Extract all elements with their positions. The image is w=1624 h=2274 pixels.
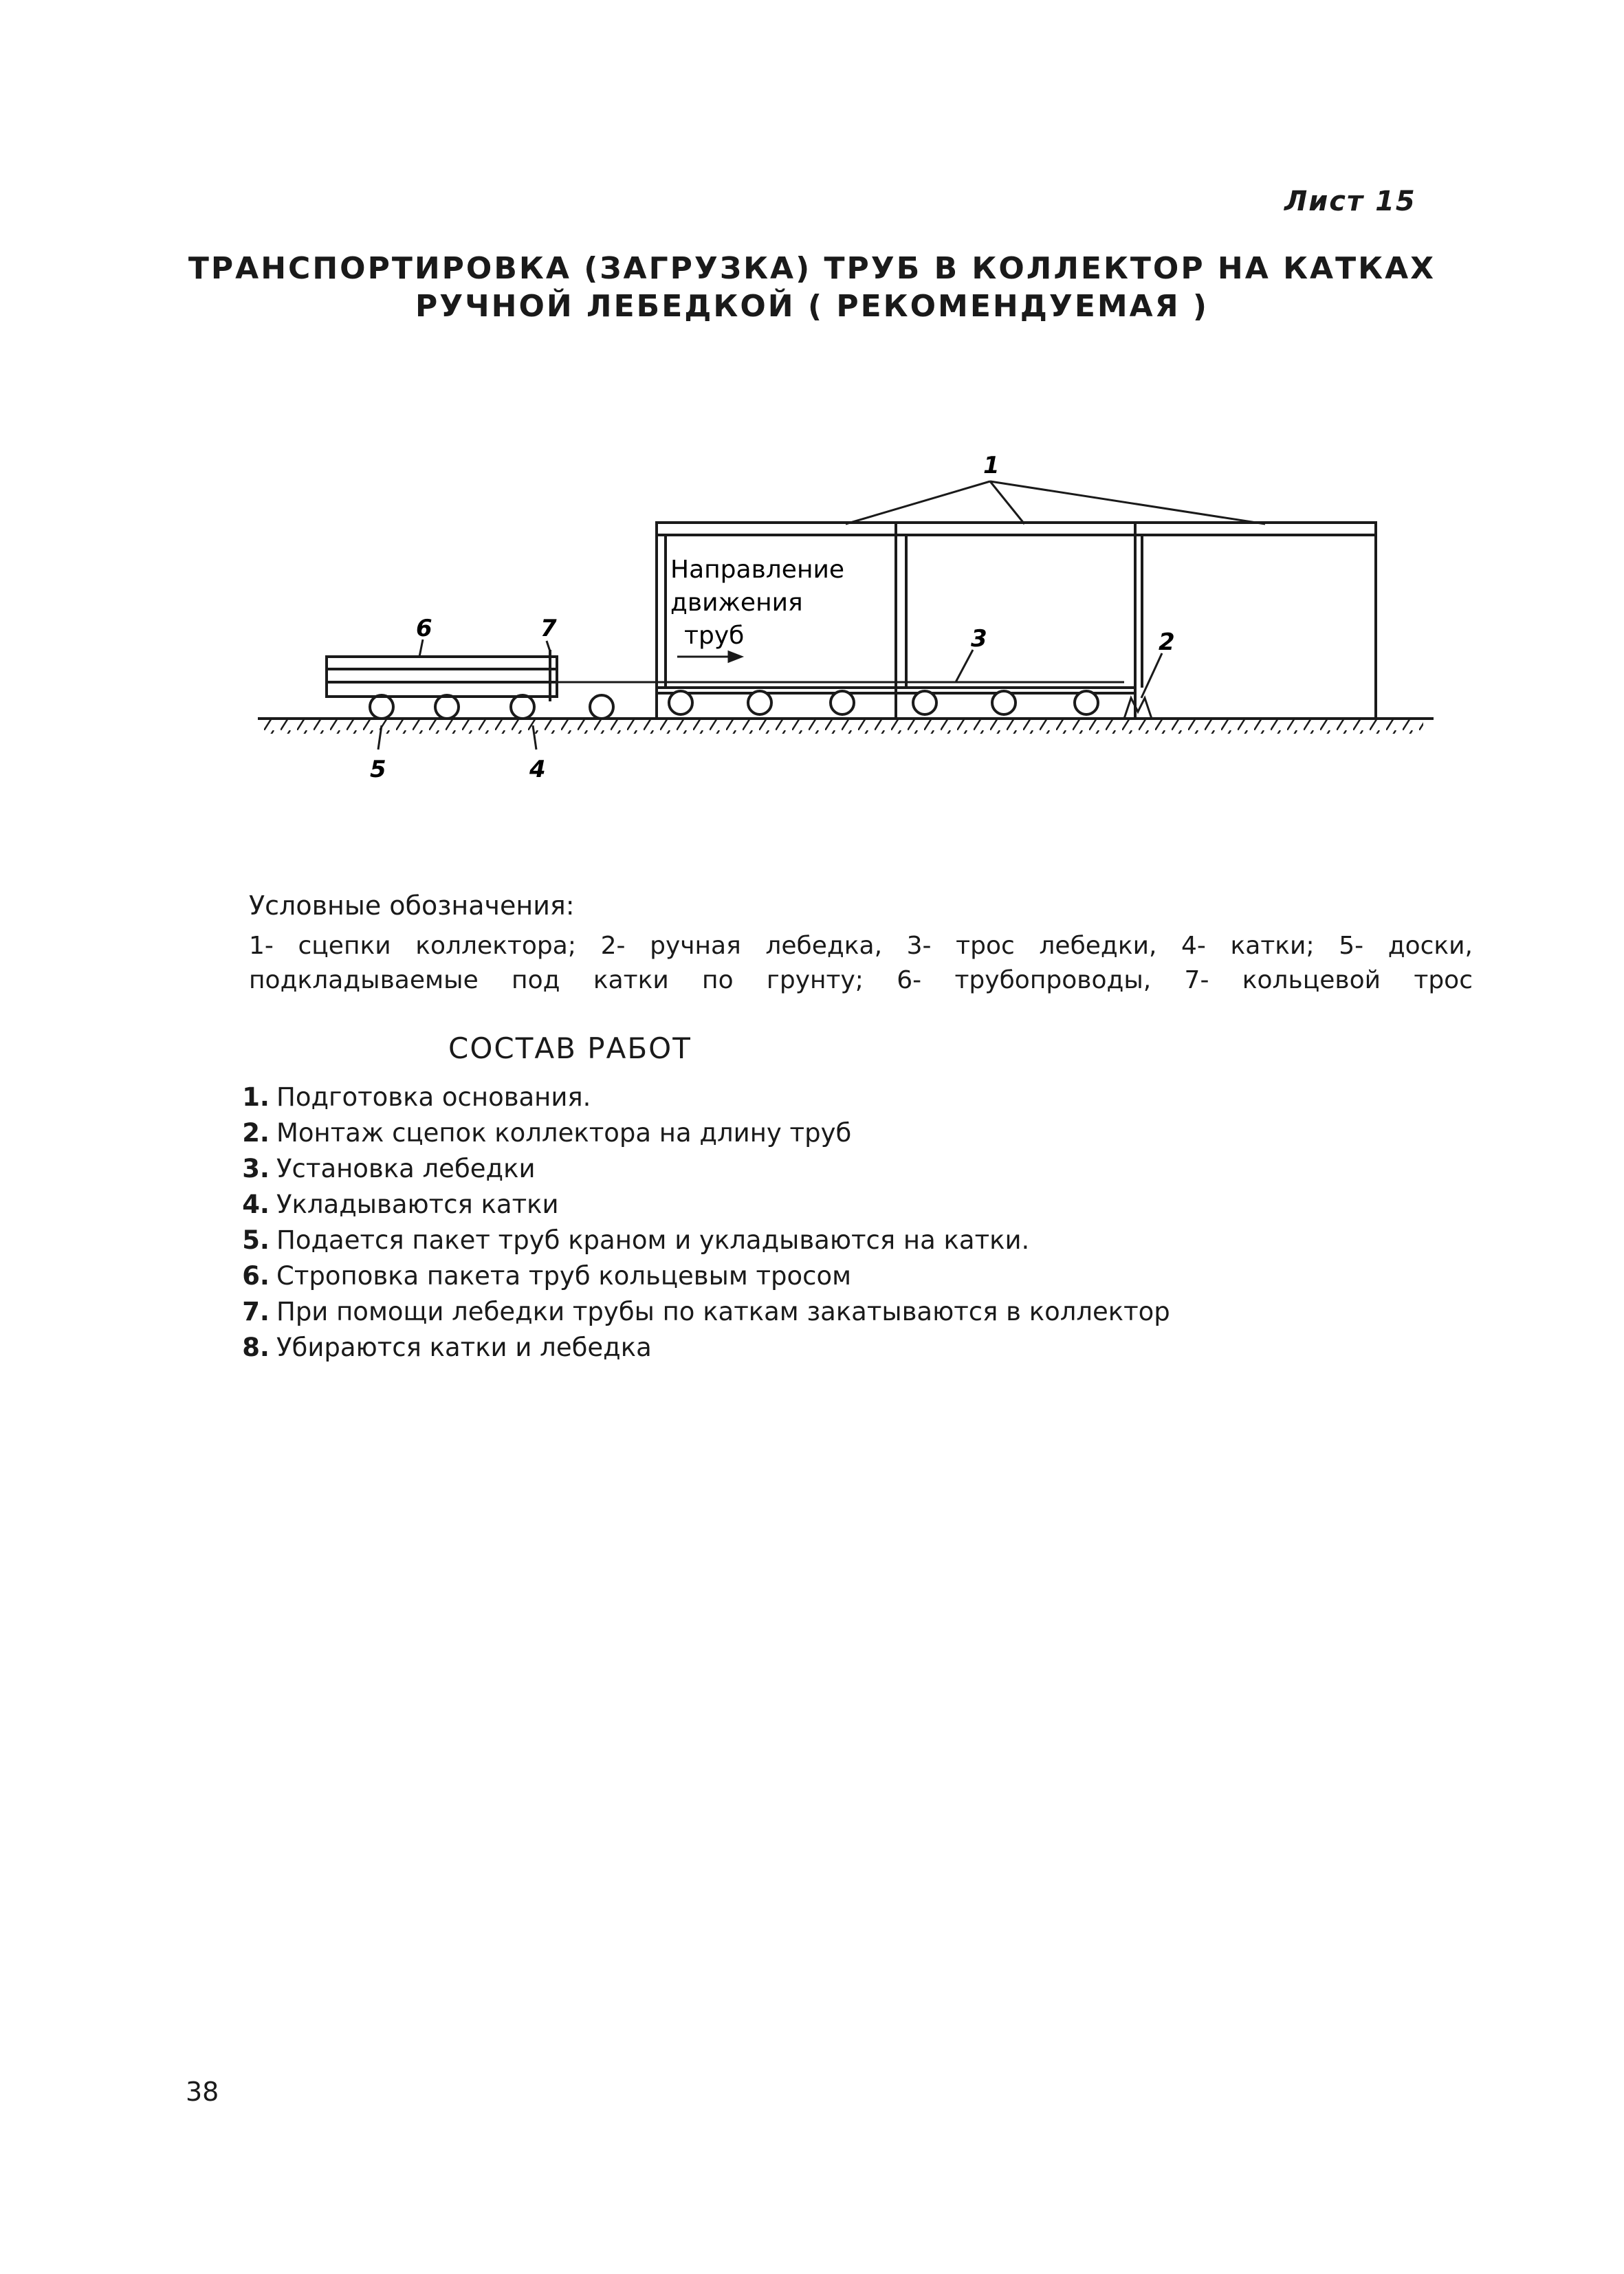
direction-arrow: [677, 652, 741, 662]
ground-hatching: [261, 719, 1423, 734]
works-item-number: 5.: [242, 1225, 270, 1255]
works-item-number: 4.: [242, 1190, 270, 1219]
works-item-6: [227, 1258, 1170, 1294]
works-item-text: При помощи лебедки трубы по каткам закатываются в коллектор: [276, 1297, 1170, 1326]
works-item-7: [227, 1294, 1170, 1330]
rollers-outside: [370, 695, 613, 719]
legend-line-2: подкладываемые под катки по грунту; 6- трубопроводы, 7- кольцевой трос: [249, 966, 1473, 994]
page-number: 38: [186, 2077, 219, 2107]
hand-winch: [1124, 698, 1152, 719]
works-item-number: 7.: [242, 1297, 270, 1326]
works-item-number: 8.: [242, 1333, 270, 1362]
collector-section-3: [1135, 523, 1376, 719]
collector-loading-diagram: [0, 413, 1624, 798]
works-heading: СОСТАВ РАБОТ: [448, 1031, 692, 1065]
legend-heading: Условные обозначения:: [249, 890, 575, 921]
page-title-line-1: ТРАНСПОРТИРОВКА (ЗАГРУЗКА) ТРУБ В КОЛЛЕКТОР НА КАТКАХ: [188, 251, 1436, 286]
callout-7: 7: [540, 615, 557, 642]
works-item-2: [227, 1115, 1170, 1151]
callout-1: 1: [983, 452, 1000, 479]
legend-line-1: 1- сцепки коллектора; 2- ручная лебедка, 3- трос лебедки, 4- катки; 5- доски,: [249, 932, 1473, 960]
works-item-5: [227, 1223, 1170, 1258]
works-item-text: Подается пакет труб краном и укладываются на катки.: [276, 1225, 1030, 1255]
works-item-number: 1.: [242, 1082, 270, 1112]
works-item-text: Установка лебедки: [276, 1154, 536, 1183]
direction-text-line-1: Направление: [670, 556, 845, 584]
callout-2: 2: [1159, 628, 1175, 656]
direction-text-line-3: труб: [684, 622, 745, 650]
rollers-inside: [669, 691, 1098, 714]
callout-5: 5: [370, 756, 386, 783]
works-list: [227, 1080, 1170, 1366]
works-item-3: [227, 1151, 1170, 1187]
works-item-number: 2.: [242, 1118, 270, 1148]
works-item-text: Строповка пакета труб кольцевым тросом: [276, 1261, 852, 1291]
works-item-number: 3.: [242, 1154, 270, 1183]
callout-3: 3: [971, 625, 987, 653]
callout-6: 6: [416, 615, 432, 642]
collector-section-1: [657, 523, 896, 719]
coupling-lines: [846, 481, 1265, 524]
pipe-package: [327, 650, 557, 701]
sheet-label: Лист 15: [1284, 186, 1416, 217]
works-item-text: Монтаж сцепок коллектора на длину труб: [276, 1118, 852, 1148]
works-item-8: [227, 1330, 1170, 1366]
callout-4: 4: [529, 756, 546, 783]
works-item-text: Убираются катки и лебедка: [276, 1333, 652, 1362]
works-item-number: 6.: [242, 1261, 270, 1291]
direction-text-line-2: движения: [670, 589, 803, 617]
works-item-text: Укладываются катки: [276, 1190, 559, 1219]
collector-section-2: [896, 523, 1135, 719]
page-title-line-2: РУЧНОЙ ЛЕБЕДКОЙ ( РЕКОМЕНДУЕМАЯ ): [415, 289, 1209, 324]
works-item-text: Подготовка основания.: [276, 1082, 591, 1112]
works-item-1: [227, 1080, 1170, 1115]
works-item-4: [227, 1187, 1170, 1223]
